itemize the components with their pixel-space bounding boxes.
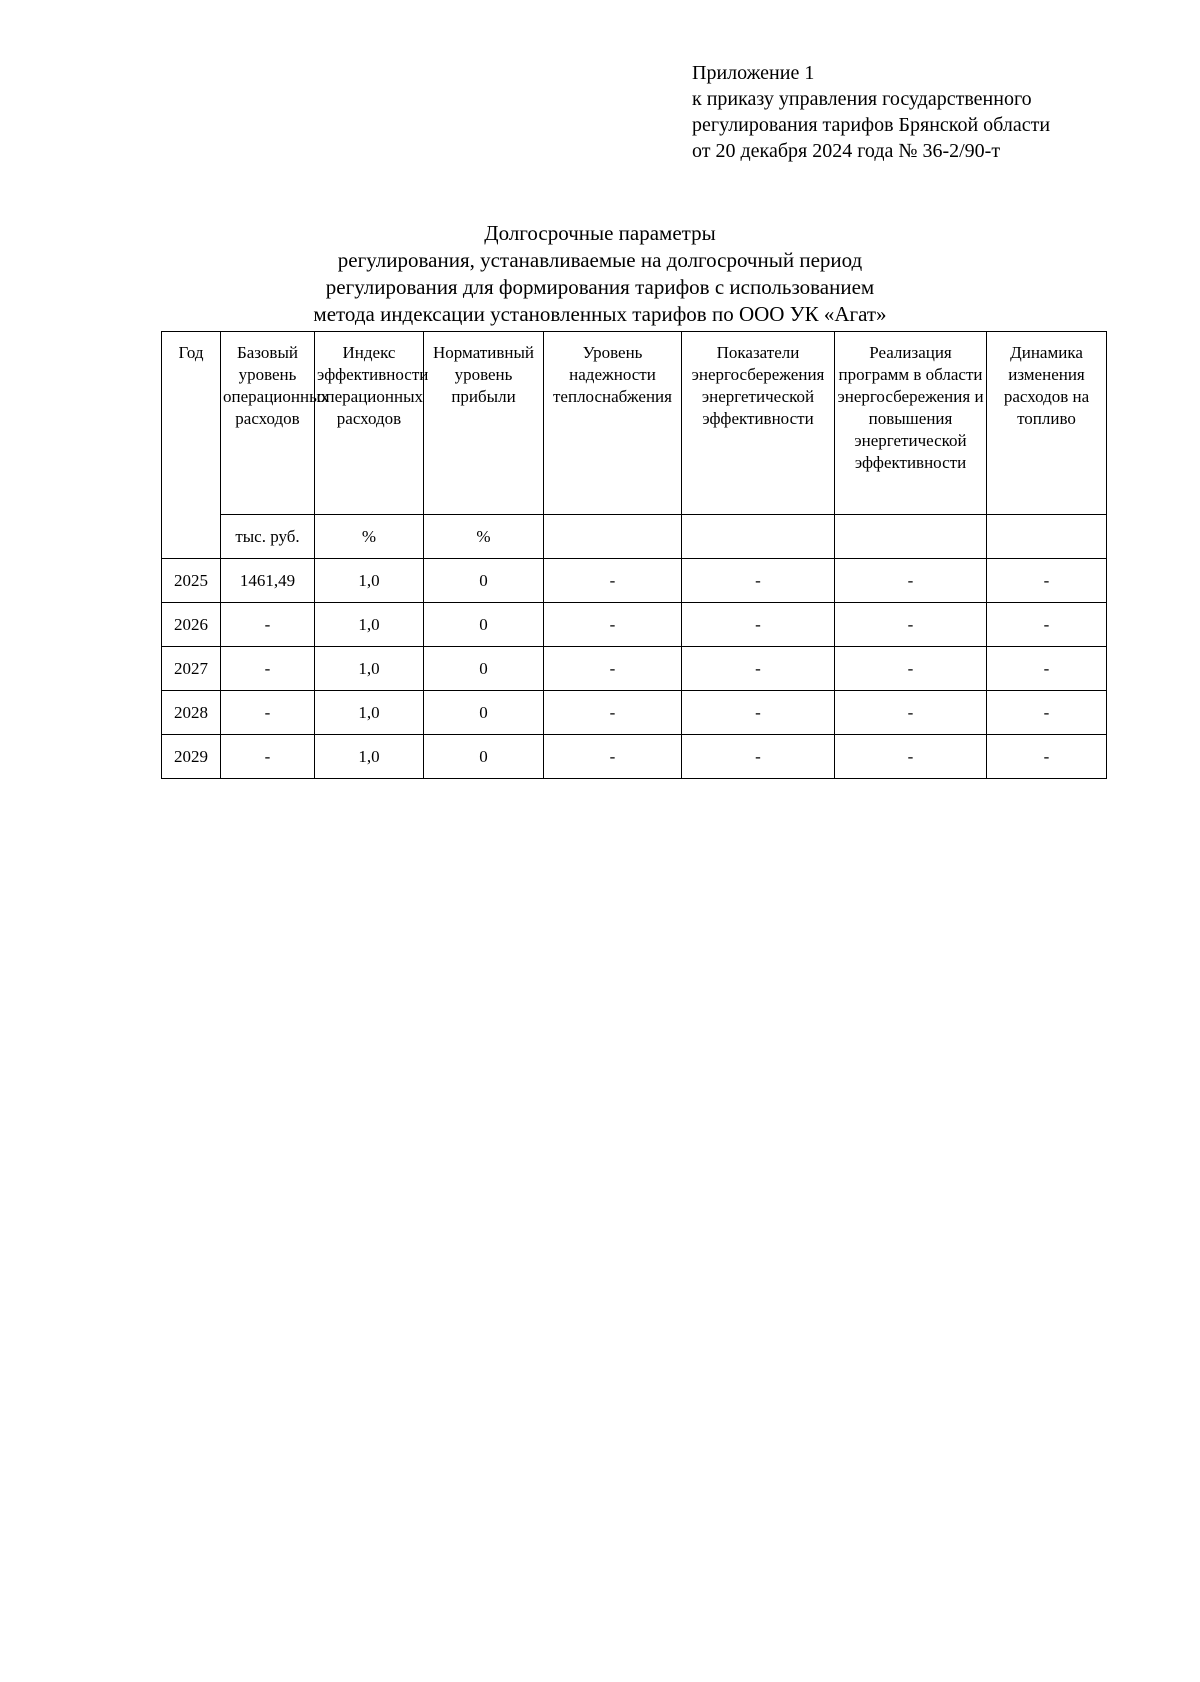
unit-cell: % [424,515,544,559]
table-cell: 1,0 [315,735,424,779]
table-cell: - [682,603,835,647]
table-cell: - [835,691,987,735]
unit-cell [544,515,682,559]
units-row [162,515,1107,559]
header-year: Год [162,332,221,559]
table-cell: - [544,603,682,647]
document-title [300,220,900,328]
table-cell: 0 [424,735,544,779]
table-row [162,559,1107,603]
table-cell: - [221,691,315,735]
table-cell: - [987,647,1107,691]
table-cell: - [835,603,987,647]
table-cell: 0 [424,603,544,647]
table-cell: 0 [424,691,544,735]
table-row [162,691,1107,735]
year-cell: 2029 [162,735,221,779]
unit-cell [682,515,835,559]
year-cell: 2028 [162,691,221,735]
table-cell: - [987,603,1107,647]
unit-cell [987,515,1107,559]
table-cell: - [682,559,835,603]
header-efficiency-index: Индекс эффективности операционных расходов [315,332,424,515]
header-fuel-costs: Динамика изменения расходов на топливо [987,332,1107,515]
table-row [162,647,1107,691]
year-cell: 2025 [162,559,221,603]
header-base-opex: Базовый уровень операционных расходов [221,332,315,515]
table-cell: - [544,735,682,779]
table-row [162,735,1107,779]
title-line: метода индексации установленных тарифов по ООО УК «Агат» [313,302,887,326]
table-cell: - [987,735,1107,779]
table-cell: - [987,691,1107,735]
header-energy-saving-programs: Реализация программ в области энергосбережения и повышения энергетической эффективности [835,332,987,515]
table-cell: - [682,647,835,691]
table-cell: 1461,49 [221,559,315,603]
title-line: регулирования для формирования тарифов с использованием [325,275,875,299]
table-cell: - [835,559,987,603]
table-cell: 1,0 [315,691,424,735]
table-cell: - [544,691,682,735]
table-cell: - [221,647,315,691]
unit-cell [835,515,987,559]
table-cell: 1,0 [315,559,424,603]
unit-cell: % [315,515,424,559]
header-reliability: Уровень надежности теплоснабжения [544,332,682,515]
title-line: Долгосрочные параметры [484,221,716,245]
header-row [162,332,1107,515]
table-cell: - [682,735,835,779]
appendix-line: Приложение 1 [692,62,815,84]
table-cell: - [221,603,315,647]
table-cell: 1,0 [315,603,424,647]
appendix-line: регулирования тарифов Брянской области [692,114,1051,136]
appendix-line: от 20 декабря 2024 года № 36-2/90-т [692,140,1001,162]
table-cell: 0 [424,647,544,691]
table-cell: 1,0 [315,647,424,691]
year-cell: 2026 [162,603,221,647]
appendix-line: к приказу управления государственного [692,88,1032,110]
table-row [162,603,1107,647]
header-profit-level: Нормативный уровень прибыли [424,332,544,515]
table-cell: - [544,559,682,603]
parameters-table [161,331,1107,779]
title-line: регулирования, устанавливаемые на долгосрочный период [337,248,863,272]
appendix-reference [692,60,1050,164]
table-cell: - [835,647,987,691]
table-cell: - [221,735,315,779]
table-cell: - [835,735,987,779]
table-cell: 0 [424,559,544,603]
table-cell: - [544,647,682,691]
header-energy-saving-indicators: Показатели энергосбережения энергетической эффективности [682,332,835,515]
table-cell: - [987,559,1107,603]
unit-cell: тыс. руб. [221,515,315,559]
year-cell: 2027 [162,647,221,691]
table-cell: - [682,691,835,735]
